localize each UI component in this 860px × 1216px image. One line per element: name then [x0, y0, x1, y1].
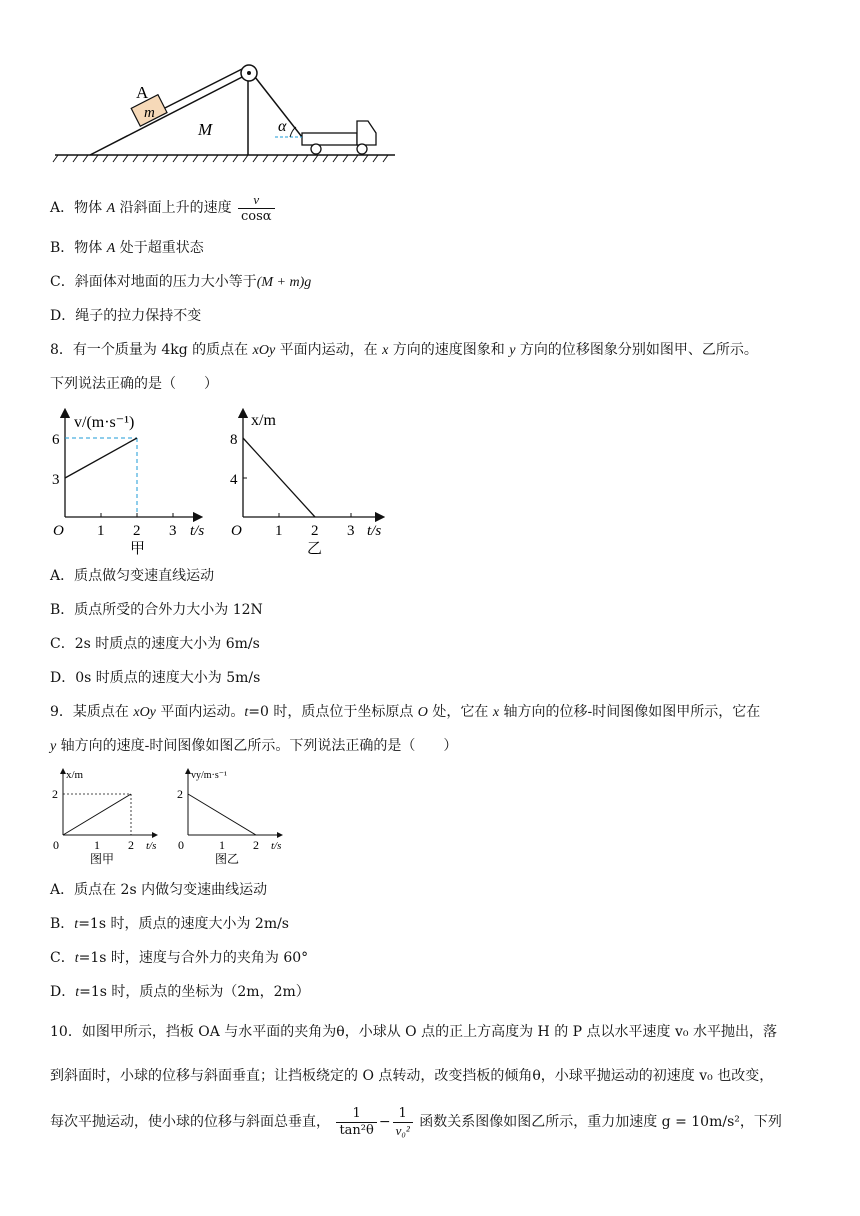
q9-s1c: 平面内运动。 — [155, 704, 245, 720]
q7-a-den: cosα — [241, 208, 272, 224]
q9-c-text: =1s 时，速度与合外力的夹角为 60° — [78, 950, 309, 966]
q8-s1e: 方向的速度图象和 — [388, 342, 510, 358]
q7-a-mid: 沿斜面上升的速度 — [115, 200, 232, 216]
label-m: m — [144, 105, 155, 121]
q8f2-origin: O — [231, 523, 242, 539]
q8f2-xtick-3: 3 — [347, 523, 355, 539]
q7-option-a — [50, 190, 277, 226]
q9-s2a: y — [50, 739, 57, 754]
q8-s1b: xOy — [252, 343, 276, 358]
q8f1-origin: O — [53, 523, 64, 539]
q9-s1h: x — [492, 705, 500, 720]
q10-f2-num: 1 — [393, 1106, 413, 1123]
q9f2-xtick-1: 1 — [219, 838, 225, 852]
q8-s1f: y — [509, 343, 516, 358]
q10-l3b: 函数关系图像如图乙所示，重力加速度 g = 10m/s²，下列 — [419, 1114, 782, 1130]
q9-position-graph — [50, 765, 175, 865]
q8-option-a: A．质点做匀变速直线运动 — [50, 568, 215, 584]
q8-option-b: B．质点所受的合外力大小为 12N — [50, 602, 263, 618]
q10-f2-den: v₀² — [395, 1122, 410, 1138]
q9f1-ylabel: x/m — [66, 769, 84, 781]
label-alpha: α — [278, 118, 287, 135]
q10-frac2 — [393, 1106, 413, 1139]
q9f1-xtick-1: 1 — [94, 838, 100, 852]
q8-s1c: 平面内运动，在 — [275, 342, 383, 358]
q7-a-prefix: A．物体 — [50, 200, 107, 216]
q8f2-ylabel: x/m — [251, 412, 276, 429]
q9-s1e: =0 时，质点位于坐标原点 — [248, 704, 418, 720]
q9-s1a: 9．某质点在 — [50, 704, 134, 720]
q7-option-b — [50, 238, 204, 259]
q8f1-ytick-6: 6 — [52, 432, 60, 448]
q9-s1i: 轴方向的位移-时间图像如图甲所示，它在 — [499, 704, 761, 720]
q9f1-xlabel: t/s — [146, 840, 157, 852]
q9f2-caption: 图乙 — [215, 852, 240, 865]
q7-c-text: C．斜面体对地面的压力大小等于 — [50, 274, 257, 290]
q10-frac1 — [336, 1106, 376, 1139]
q10-line1: 10．如图甲所示，挡板 OA 与水平面的夹角为θ，小球从 O 点的正上方高度为 H 的 P 点以水平速度 v₀ 水平抛出，落 — [50, 1024, 777, 1040]
label-M: M — [198, 120, 213, 139]
q9-option-c — [50, 948, 308, 969]
q9-option-a: A．质点在 2s 内做匀变速曲线运动 — [50, 882, 268, 898]
q9-velocity-graph — [175, 765, 300, 865]
q8-s1d: x — [382, 343, 389, 358]
q7-b-prefix: B．物体 — [50, 240, 107, 256]
q10-line3 — [50, 1098, 782, 1146]
q7-a-fraction — [238, 192, 275, 225]
q9-d-t: t — [75, 985, 80, 1000]
q7-b-suffix: 处于超重状态 — [115, 240, 204, 256]
q7-option-d: D．绳子的拉力保持不变 — [50, 308, 202, 324]
q8-velocity-graph — [50, 405, 220, 560]
q7-b-var: A — [106, 241, 116, 256]
q9f2-ylabel: vy/m·s⁻¹ — [191, 770, 228, 781]
q8f2-ytick-4: 4 — [230, 472, 238, 488]
q9-option-d — [50, 982, 310, 1003]
q8-s1g: 方向的位移图象分别如图甲、乙所示。 — [515, 342, 758, 358]
q9-b-prefix: B． — [50, 916, 75, 932]
q10-l3a: 每次平抛运动，使小球的位移与斜面总垂直， — [50, 1114, 330, 1130]
q8f2-caption: 乙 — [307, 541, 323, 557]
q8-displacement-graph — [225, 405, 395, 560]
q9-b-text: =1s 时，质点的速度大小为 2m/s — [78, 916, 289, 932]
q8f1-xtick-1: 1 — [97, 523, 105, 539]
q9-stem-line2 — [50, 736, 457, 757]
q8f2-xtick-2: 2 — [311, 523, 319, 539]
q7-a-var: A — [106, 201, 116, 216]
q9f1-xtick-0: 0 — [53, 838, 59, 852]
q9f1-caption: 图甲 — [90, 852, 115, 865]
q10-f1-num: 1 — [336, 1106, 376, 1123]
q8f1-xtick-3: 3 — [169, 523, 177, 539]
q8f2-xlabel: t/s — [367, 523, 382, 539]
q8f1-xlabel: t/s — [190, 523, 205, 539]
q9-s1b: xOy — [133, 705, 156, 720]
q9-s1d: t — [244, 705, 249, 720]
q8-stem-line2: 下列说法正确的是（ ） — [50, 376, 218, 392]
q9-s1f: O — [417, 705, 428, 720]
q10-line2: 到斜面时，小球的位移与斜面垂直；让挡板绕定的 O 点转动，改变挡板的倾角θ，小球平抛运动的初速度 v₀ 也改变， — [50, 1068, 774, 1084]
q7-option-c — [50, 272, 311, 293]
q9-c-t: t — [74, 951, 79, 966]
q9f2-xtick-2: 2 — [253, 838, 259, 852]
q9f2-ytick: 2 — [177, 787, 183, 801]
q8f1-ylabel: v/(m·s⁻¹) — [74, 414, 135, 431]
q9-s1g: 处，它在 — [427, 704, 493, 720]
q8-option-c: C．2s 时质点的速度大小为 6m/s — [50, 636, 260, 652]
q7-c-formula: (M + m)g — [256, 275, 312, 290]
q9-b-t: t — [74, 917, 79, 932]
q8f1-caption: 甲 — [130, 541, 146, 557]
q9-s2b: 轴方向的速度-时间图像如图乙所示。下列说法正确的是（ ） — [56, 738, 458, 754]
q9-c-prefix: C． — [50, 950, 75, 966]
q8f1-ytick-3: 3 — [52, 472, 60, 488]
q9f1-xtick-2: 2 — [128, 838, 134, 852]
q8f1-xtick-2: 2 — [133, 523, 141, 539]
q9-stem-line1 — [50, 702, 760, 723]
incline-truck-diagram — [50, 55, 400, 165]
q8-s1a: 8．有一个质量为 4kg 的质点在 — [50, 342, 253, 358]
q8-stem-line1 — [50, 340, 758, 361]
q10-f1-den: tan²θ — [339, 1122, 374, 1138]
q8-option-d: D．0s 时质点的速度大小为 5m/s — [50, 670, 261, 686]
q10-minus: − — [378, 1114, 391, 1130]
q9f2-xlabel: t/s — [271, 840, 282, 852]
q9-d-prefix: D． — [50, 984, 76, 1000]
q8f2-ytick-8: 8 — [230, 432, 238, 448]
q8f2-xtick-1: 1 — [275, 523, 283, 539]
q9-option-b — [50, 914, 289, 935]
q7-a-num: v — [238, 192, 275, 209]
q9f2-xtick-0: 0 — [178, 838, 184, 852]
q9f1-ytick: 2 — [52, 787, 58, 801]
label-A: A — [136, 83, 149, 102]
q9-d-text: =1s 时，质点的坐标为（2m，2m） — [79, 984, 310, 1000]
